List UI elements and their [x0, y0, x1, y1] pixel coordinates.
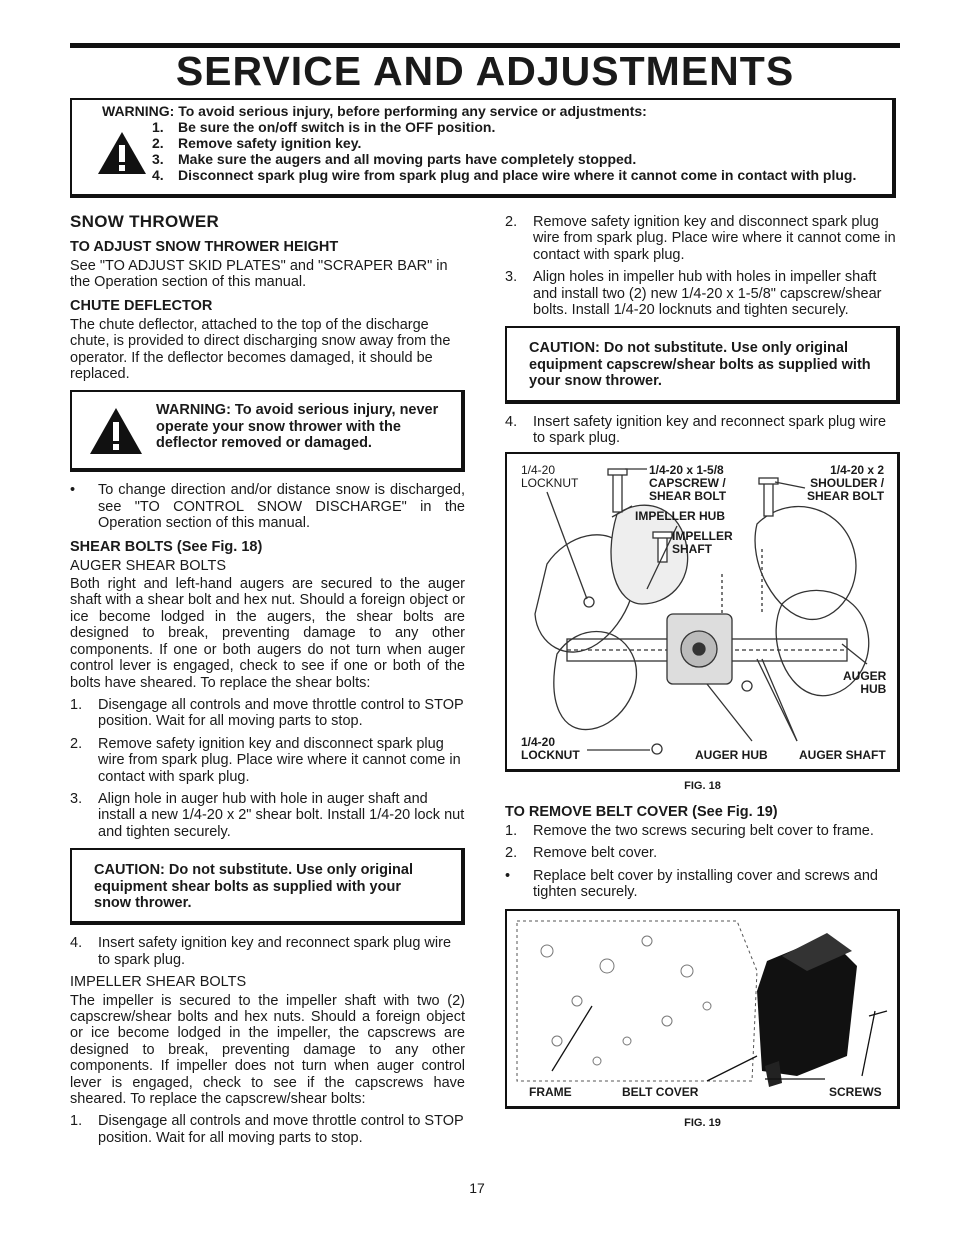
top-warning-lead: WARNING: To avoid serious injury, before performing any service or adjustments:: [102, 103, 647, 119]
chute-bullet-list: [70, 482, 465, 531]
impeller-caution-text: CAUTION: Do not substitute. Use only original equipment capscrew/shear bolts as supplied with your snow thrower.: [529, 340, 871, 390]
fig18-label-auger-shaft: AUGER SHAFT: [799, 748, 886, 763]
top-warning-list: [152, 119, 882, 183]
list-item: 1. Be sure the on/off switch is in the OFF position.: [152, 119, 496, 135]
fig18-label-impeller-hub: IMPELLER HUB: [635, 509, 725, 524]
belt-bullet-list: [505, 868, 900, 901]
warning-triangle-icon: [96, 130, 148, 176]
list-item: 1. Disengage all controls and move throttle control to STOP position. Wait for all moving parts to stop.: [70, 1113, 464, 1146]
page-title: SERVICE AND ADJUSTMENTS: [175, 48, 795, 94]
figure-18: [505, 452, 900, 772]
fig18-label-auger-hub-bottom: AUGER HUB: [695, 748, 768, 763]
fig18-label-locknut-bottom: 1/4-20 LOCKNUT: [521, 735, 580, 763]
section-heading-snow-thrower: SNOW THROWER: [70, 212, 220, 231]
fig18-label-capscrew: 1/4-20 x 1-5/8 CAPSCREW / SHEAR BOLT: [649, 463, 727, 504]
impeller-step4-list: [505, 414, 900, 447]
list-item: 4. Disconnect spark plug wire from spark plug and place wire where it cannot come in contact with plug.: [152, 167, 857, 183]
list-item: • To change direction and/or distance snow is discharged, see "TO CONTROL SNOW DISCHARGE" in the Operation section of this manual.: [70, 482, 465, 532]
list-item: 2. Remove safety ignition key.: [152, 135, 362, 151]
list-item: 1. Remove the two screws securing belt cover to frame.: [505, 822, 874, 839]
list-item: 3. Make sure the augers and all moving parts have completely stopped.: [152, 151, 637, 167]
fig18-label-impeller-shaft: IMPELLER SHAFT: [672, 529, 733, 557]
fig18-caption: FIG. 18: [684, 780, 721, 793]
list-item: • Replace belt cover by installing cover and screws and tighten securely.: [505, 867, 878, 901]
fig19-label-belt-cover: BELT COVER: [622, 1084, 699, 1099]
fig18-label-shoulder: 1/4-20 x 2 SHOULDER / SHEAR BOLT: [807, 463, 885, 504]
list-item: 3. Align holes in impeller hub with holes in impeller shaft and install two (2) new 1/4-20 x 1-5/8" capscrew/shear bolts. Install 1/4-20 locknuts and tighten securely.: [505, 269, 882, 319]
list-item: 2. Remove safety ignition key and disconnect spark plug wire from spark plug. Place wire where it cannot come in contact with spark plug.: [70, 735, 461, 785]
impeller-step1-list: [70, 1113, 465, 1146]
heading-shear-bolts: SHEAR BOLTS (See Fig. 18): [70, 538, 263, 555]
chute-warning-box: [70, 390, 465, 472]
heading-remove-belt-cover: TO REMOVE BELT COVER (See Fig. 19): [505, 803, 778, 820]
auger-step4-list: [70, 935, 465, 968]
chute-warning-text: WARNING: To avoid serious injury, never operate your snow thrower with the deflector removed or damaged.: [156, 402, 439, 452]
right-column: [505, 214, 900, 1139]
paragraph-chute-deflector: The chute deflector, attached to the top of the discharge chute, is provided to direct discharging snow away from the operator. If the deflector becomes damaged, it should be replaced.: [70, 316, 451, 383]
top-warning-box: [70, 98, 896, 198]
left-column: [70, 212, 465, 1152]
figure-19: [505, 909, 900, 1109]
page-number: 17: [469, 1180, 485, 1196]
list-item: 1. Disengage all controls and move throttle control to STOP position. Wait for all moving parts to stop.: [70, 696, 464, 730]
impeller-caution-box: [505, 326, 900, 403]
heading-chute-deflector: CHUTE DEFLECTOR: [70, 297, 213, 314]
list-item: 2. Remove belt cover.: [505, 845, 658, 862]
impeller-steps-list: [505, 214, 900, 318]
fig19-label-frame: FRAME: [529, 1084, 572, 1099]
auger-caution-box: [70, 848, 465, 925]
list-item: 4. Insert safety ignition key and reconnect spark plug wire to spark plug.: [505, 413, 887, 447]
fig18-label-locknut-top: 1/4-20 LOCKNUT: [521, 463, 579, 491]
list-item: 3. Align hole in auger hub with hole in auger shaft and install a new 1/4-20 x 2" shear bolt. Install 1/4-20 lock nut and tighten securely.: [70, 790, 465, 840]
warning-triangle-icon: [88, 406, 144, 456]
auger-caution-text: CAUTION: Do not substitute. Use only original equipment shear bolts as supplied with your snow thrower.: [94, 862, 413, 911]
heading-adjust-height: TO ADJUST SNOW THROWER HEIGHT: [70, 239, 339, 255]
fig18-label-auger-hub-right: AUGER HUB: [843, 669, 887, 697]
subheading-impeller-shear-bolts: IMPELLER SHEAR BOLTS: [70, 974, 247, 991]
auger-steps-list: [70, 697, 465, 840]
fig19-label-screws: SCREWS: [829, 1084, 882, 1099]
paragraph-auger-shear-bolts: Both right and left-hand augers are secured to the auger shaft with a shear bolt and hex nut. Should a foreign object or ice become lodged in the augers, the shear bolts are designed to break, preventing damage to any other components. If one or both augers do not turn when auger control lever is engaged, check to see if one or both of the bolts have sheared. To replace the shear bolts:: [70, 576, 465, 691]
list-item: 2. Remove safety ignition key and disconnect spark plug wire from spark plug. Place wire where it cannot come in contact with spark plug.: [505, 214, 896, 263]
belt-cover-illustration: [507, 911, 897, 1107]
paragraph-adjust-height: See "TO ADJUST SKID PLATES" and "SCRAPER BAR" in the Operation section of this manual.: [70, 258, 448, 291]
belt-steps-list: [505, 823, 900, 862]
subheading-auger-shear-bolts: AUGER SHEAR BOLTS: [70, 557, 227, 574]
fig19-caption: FIG. 19: [684, 1116, 721, 1129]
paragraph-impeller-shear-bolts: The impeller is secured to the impeller shaft with two (2) capscrew/shear bolts and hex nuts. Should a foreign object or ice become lodged in the impeller, the capscrews are designed to break, preventing damage to any other components. If impeller does not turn when auger control lever is engaged, check to see if the capscrews have sheared. To replace the capscrew/shear bolts:: [70, 992, 465, 1108]
list-item: 4. Insert safety ignition key and reconnect spark plug wire to spark plug.: [70, 935, 452, 968]
